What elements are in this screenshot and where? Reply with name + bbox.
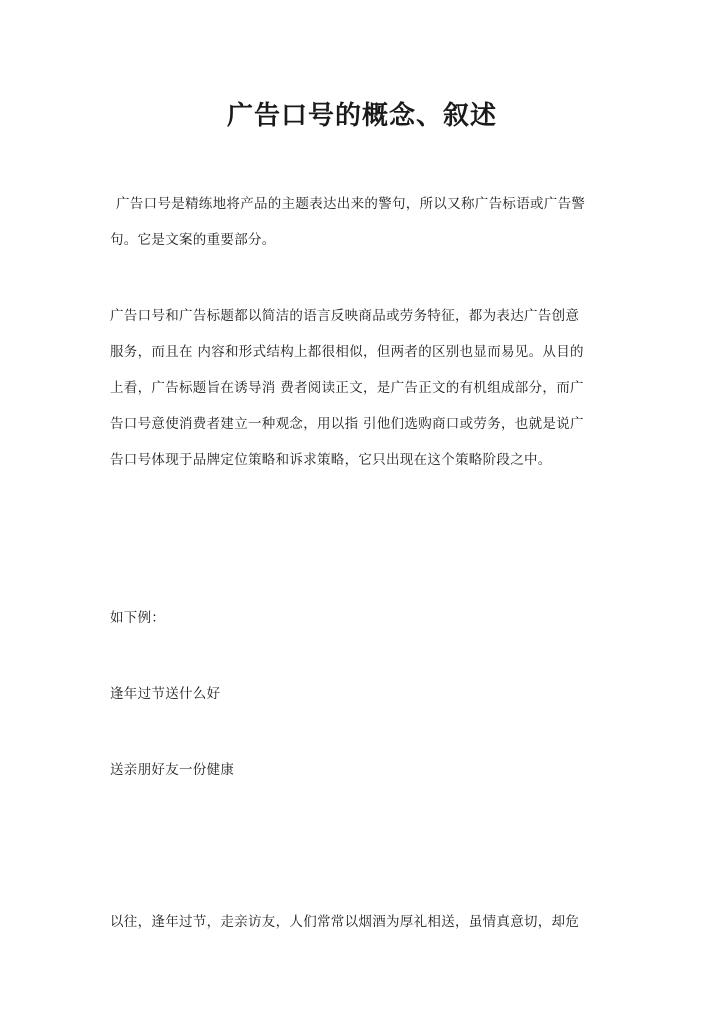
paragraph-line: 告口号意使消费者建立一种观念，用以指 引他们选购商口或劳务，也就是说广 [110, 416, 584, 432]
intro-paragraph [110, 186, 618, 258]
example-slogan-line-2: 送亲朋好友一份健康 [110, 762, 235, 778]
paragraph-line: 句。它是文案的重要部分。 [110, 232, 276, 248]
example-slogan-line-1: 逢年过节送什么好 [110, 686, 221, 702]
paragraph-line: 服务，而且在 内容和形式结构上都很相似，但两者的区别也显而易见。从目的 [110, 344, 584, 360]
paragraph-line: 广告口号是精练地将产品的主题表达出来的警句，所以又称广告标语或广告警 [116, 196, 586, 212]
paragraph-line: 上看，广告标题旨在诱导消 费者阅读正文，是广告正文的有机组成部分，而广 [110, 380, 584, 396]
example-intro: 如下例： [110, 610, 166, 626]
paragraph-line: 告口号体现于品牌定位策略和诉求策略，它只出现在这个策略阶段之中。 [110, 452, 552, 468]
comparison-paragraph [110, 298, 618, 478]
document-title: 广告口号的概念、叙述 [226, 101, 497, 131]
body-paragraph: 以往，逢年过节，走亲访友，人们常常以烟酒为厚礼相送，虽情真意切，却危 [110, 914, 580, 930]
paragraph-line: 广告口号和广告标题都以简洁的语言反映商品或劳务特征，都为表达广告创意 [110, 308, 580, 324]
